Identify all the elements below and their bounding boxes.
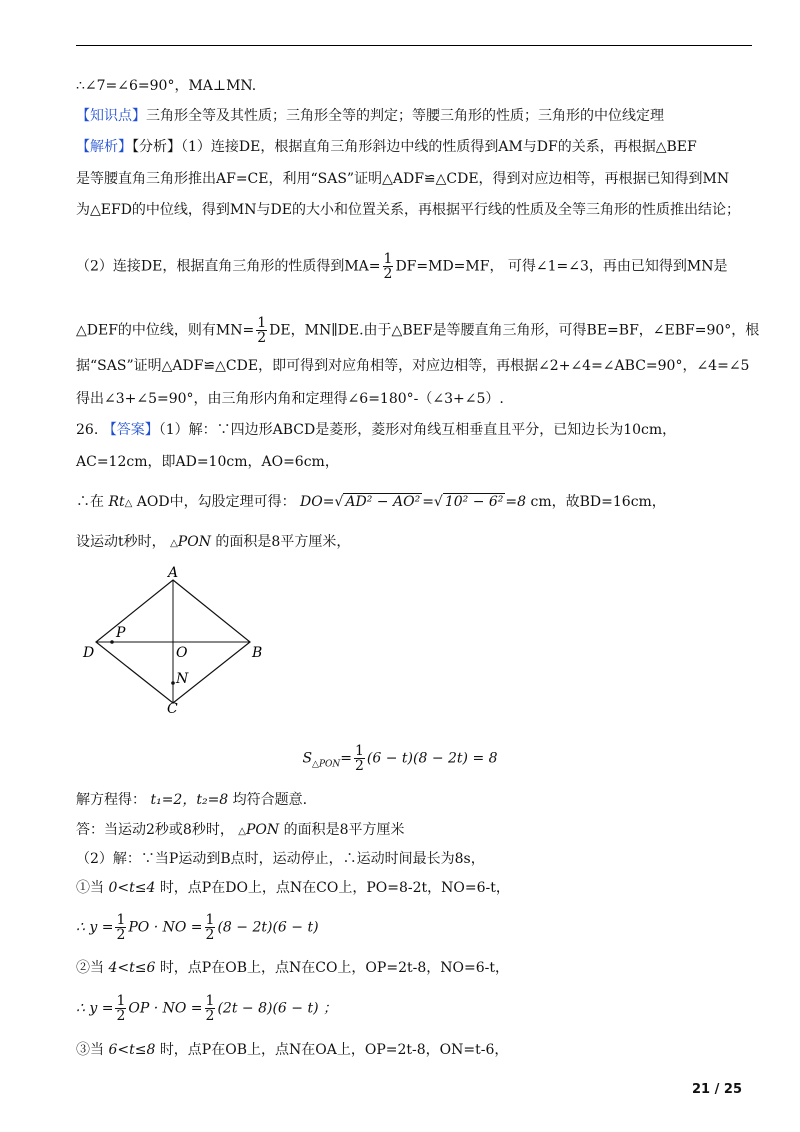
text-span: AOD中，勾股定理可得： — [136, 494, 296, 510]
text-span: 时，点P在DO上，点N在CO上，PO=8-2t，NO=6-t， — [159, 880, 510, 896]
label-o: O — [176, 645, 188, 661]
math-mid: PO · NO = — [128, 919, 203, 936]
analysis-text: 【分析】（1）连接DE，根据直角三角形斜边中线的性质得到AM与DF的关系，再根据△BEF — [132, 139, 697, 155]
frac-num: 1 — [205, 912, 215, 928]
fraction-half — [256, 316, 267, 345]
triangle-symbol: △ — [238, 826, 246, 837]
math-s: S — [302, 750, 313, 767]
math-sqrt-1: AD² − AO² — [345, 494, 421, 510]
math-eq8: =8 — [505, 494, 527, 510]
math-pon: PON — [245, 822, 280, 838]
math-line — [76, 913, 319, 942]
math-range: 4<t≤6 — [108, 960, 156, 976]
rhombus-diagram — [80, 565, 280, 715]
math-line — [76, 994, 337, 1023]
fraction-half — [354, 744, 365, 773]
triangle-symbol: △ — [124, 498, 133, 509]
label-d: D — [83, 645, 95, 661]
label-b: B — [252, 645, 263, 661]
text-span: DF=MD=MF， 可得∠1=∠3，再由已知得到MN是 — [395, 258, 728, 275]
label-a: A — [168, 565, 179, 581]
text-line: （2）解：∵当P运动到B点时，运动停止，∴运动时间最长为8s， — [76, 851, 485, 867]
answer-tag: 【答案】 — [102, 422, 159, 438]
fraction-half — [205, 994, 216, 1023]
fraction-half — [115, 913, 126, 942]
text-span: 解方程得： — [76, 792, 146, 808]
text-line — [76, 878, 510, 898]
text-span: cm，故BD=16cm， — [530, 494, 666, 510]
point-n — [171, 681, 175, 685]
frac-den: 2 — [257, 330, 267, 346]
frac-den: 2 — [205, 1008, 215, 1024]
frac-num: 1 — [355, 743, 364, 759]
frac-den: 2 — [116, 1008, 126, 1024]
frac-num: 1 — [116, 912, 126, 928]
label-p: P — [116, 625, 126, 641]
text-line: AC=12cm，即AD=10cm，AO=6cm， — [76, 454, 339, 470]
math-pon: PON — [177, 534, 211, 550]
text-span: DE，MN∥DE.由于△BEF是等腰直角三角形，可得BE=BF，∠EBF=90°，根 — [269, 322, 760, 339]
frac-num: 1 — [383, 251, 393, 267]
text-line — [76, 958, 509, 978]
fraction-half — [383, 252, 394, 281]
math-do: DO — [300, 494, 323, 510]
text-span: ①当 — [76, 880, 104, 896]
text-span: 均符合题意. — [232, 792, 308, 808]
analysis-line — [76, 137, 697, 157]
math-mid: OP · NO = — [128, 1000, 203, 1017]
page-number: 21 / 25 — [692, 1082, 742, 1097]
analysis-tag: 【解析】 — [76, 139, 132, 155]
frac-den: 2 — [355, 758, 364, 774]
text-span: （1）解：∵四边形ABCD是菱形，菱形对角线互相垂直且平分，已知边长为10cm， — [158, 422, 677, 438]
math-y: ∴ y = — [76, 919, 114, 936]
fraction-half — [115, 994, 126, 1023]
text-span: ∴在 — [76, 494, 104, 510]
text-line: 是等腰直角三角形推出AF=CE，利用“SAS”证明△ADF≌△CDE，得到对应边相等，再根据已知得到MN — [76, 171, 730, 187]
text-line: 据“SAS”证明△ADF≌△CDE，即可得到对应角相等，对应边相等，再根据∠2+∠4=∠ABC=90°，∠4=∠5 — [76, 358, 750, 374]
math-rhs: (8 − 2t)(6 − t) — [217, 919, 319, 936]
text-span: 时，点P在OB上，点N在CO上，OP=2t-8，NO=6-t， — [159, 960, 509, 976]
frac-den: 2 — [383, 266, 393, 282]
text-span: ③当 — [76, 1042, 104, 1058]
frac-num: 1 — [116, 993, 126, 1009]
text-line — [76, 316, 759, 345]
math-y: ∴ y = — [76, 1000, 114, 1017]
frac-num: 1 — [205, 993, 215, 1009]
math-range: 0<t≤4 — [108, 880, 156, 896]
text-line: ∴在 Rt△ AOD中，勾股定理可得： DO=√ AD² − AO² =√ 10² − 6² =8 cm，故BD=16cm， — [76, 494, 666, 510]
label-n: N — [176, 671, 189, 687]
text-span: 答：当运动2秒或8秒时， — [76, 822, 234, 838]
math-solutions: t₁=2，t₂=8 — [150, 792, 229, 808]
rhombus-figure — [80, 565, 280, 719]
math-rt: Rt — [108, 494, 125, 510]
text-span: △DEF的中位线，则有MN= — [76, 322, 255, 339]
text-line: 为△EFD的中位线，得到MN与DE的大小和位置关系，再根据平行线的性质及全等三角形的性质推出结论； — [76, 202, 740, 218]
frac-den: 2 — [205, 927, 215, 943]
text-span: ②当 — [76, 960, 104, 976]
label-c: C — [167, 701, 178, 715]
text-span: 时，点P在OB上，点N在OA上，OP=2t-8，ON=t-6， — [159, 1042, 509, 1058]
text-line — [76, 1040, 508, 1060]
question-number: 26. — [76, 422, 99, 438]
header-rule — [76, 45, 752, 46]
area-equation: $S_{\triangle PON}=$ $\frac{1}{2}$ (6 − t)(8 − 2t) = 8 — [302, 743, 498, 774]
q26-line — [76, 420, 676, 440]
text-line: ∴∠7=∠6=90°，MA⊥MN. — [76, 78, 257, 94]
knowledge-text: 三角形全等及其性质；三角形全等的判定；等腰三角形的性质；三角形的中位线定理 — [146, 108, 664, 124]
math-rhs: (2t − 8)(6 − t) ； — [217, 1000, 337, 1017]
knowledge-line — [76, 106, 664, 126]
fraction-half — [205, 913, 216, 942]
text-span: 的面积是8平方厘米， — [215, 534, 351, 550]
triangle-symbol: △ — [170, 538, 178, 549]
point-p — [110, 640, 114, 644]
math-sqrt-2: 10² − 6² — [444, 494, 504, 510]
text-span: 设运动t秒时， — [76, 534, 166, 550]
text-line — [76, 790, 307, 810]
text-line — [76, 820, 405, 842]
text-span: 的面积是8平方厘米 — [283, 822, 405, 838]
text-span: （2）连接DE，根据直角三角形的性质得到MA= — [76, 258, 381, 275]
math-s-sub: △PON — [312, 759, 341, 770]
text-line — [76, 252, 728, 281]
knowledge-tag: 【知识点】 — [76, 108, 146, 124]
text-line — [76, 532, 350, 554]
math-range: 6<t≤8 — [108, 1042, 156, 1058]
frac-num: 1 — [257, 315, 267, 331]
frac-den: 2 — [116, 927, 126, 943]
math-rhs: (6 − t)(8 − 2t) = 8 — [366, 750, 498, 767]
text-line: 得出∠3+∠5=90°，由三角形内角和定理得∠6=180°-（∠3+∠5）. — [76, 391, 504, 407]
